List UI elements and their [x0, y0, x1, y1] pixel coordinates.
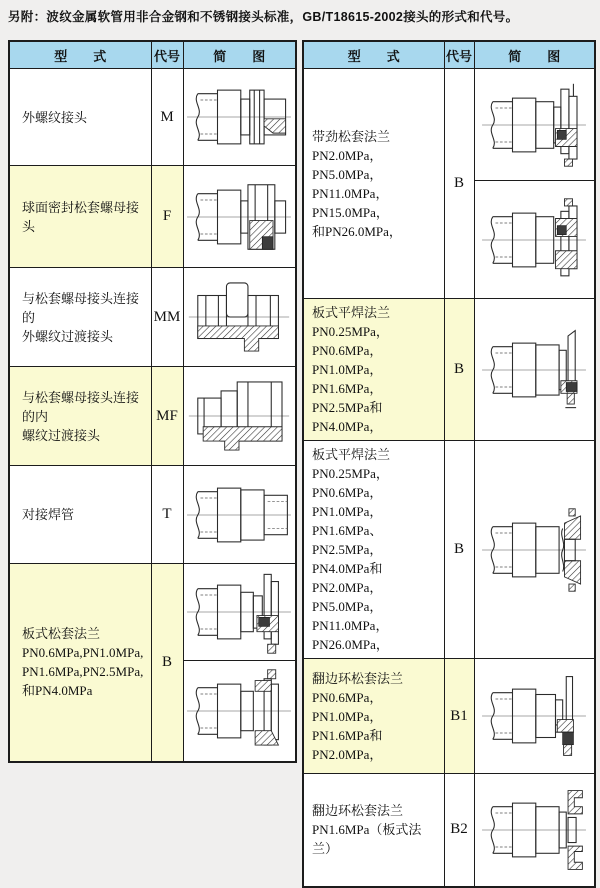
table-row	[9, 166, 296, 268]
diagram-cell	[183, 564, 296, 661]
left-table-body	[9, 69, 296, 762]
code-cell: MM	[151, 268, 183, 367]
joint-type-cell	[303, 441, 444, 659]
male-thread-fitting-diagram	[185, 74, 293, 160]
right-table-body	[303, 69, 595, 887]
type-text-line: 和PN4.0MPa	[22, 683, 93, 699]
type-text-line: PN0.6MPa,PN1.0MPa,	[22, 645, 144, 661]
joint-type-cell	[9, 367, 151, 466]
type-text-line: 带劲松套法兰	[312, 128, 391, 144]
code-cell: B1	[444, 659, 474, 774]
plate-weld-flange-diagram	[480, 327, 588, 413]
type-text-line: PN1.6MPa,PN2.5MPa,	[22, 664, 144, 680]
table-row	[9, 367, 296, 466]
table-row	[303, 441, 595, 659]
page-title: 另附：波纹金属软管用非合金钢和不锈钢接头标准，GB/T18615-2002接头的形式和代号。	[8, 10, 519, 24]
diagram-cell	[474, 299, 595, 441]
diagram-cell	[183, 166, 296, 268]
flared-ring-loose-flange-diagram	[480, 673, 588, 759]
joint-type-cell	[303, 299, 444, 441]
type-text-line: 外螺纹接头	[22, 109, 88, 125]
type-text-line: PN0.6MPa，PN1.0MPa，	[312, 689, 383, 724]
table-row	[303, 774, 595, 887]
diagram-cell	[183, 661, 296, 762]
column-header-type: 型 式	[9, 41, 151, 69]
neck-loose-flange-top-diagram	[480, 82, 588, 168]
code-cell: F	[151, 166, 183, 268]
code-cell: B	[444, 299, 474, 441]
diagram-cell	[183, 367, 296, 466]
type-text-line: PN11.0MPa，PN26.0MPa，	[312, 618, 389, 652]
type-text-line: PN1.6MPa和PN2.0MPa，	[312, 727, 383, 762]
joint-type-cell	[9, 166, 151, 268]
table-row	[9, 466, 296, 564]
joint-type-cell	[9, 69, 151, 166]
type-text-line: 翻边环松套法兰	[312, 803, 404, 819]
type-text-line: 板式平焊法兰	[312, 305, 391, 320]
diagram-cell	[474, 181, 595, 299]
column-header-diagram: 简 图	[474, 41, 595, 69]
sphere-seal-nut-fitting-diagram	[185, 174, 293, 260]
neck-loose-flange-bottom-diagram	[480, 197, 588, 283]
code-cell: MF	[151, 367, 183, 466]
flared-ring-plate-flange-diagram	[480, 787, 588, 873]
joint-type-cell	[303, 69, 444, 299]
type-text-line: 螺纹过渡接头	[22, 427, 101, 443]
type-text-line: 板式平焊法兰	[312, 447, 391, 462]
type-text-line: PN2.0MPa，PN5.0MPa，	[312, 147, 383, 182]
diagram-cell	[183, 268, 296, 367]
type-text-line: 与松套螺母接头连接的内	[22, 389, 140, 424]
joint-type-cell	[9, 564, 151, 762]
code-cell: B	[444, 69, 474, 299]
table-row	[9, 268, 296, 367]
table-row	[9, 564, 296, 661]
column-header-code: 代号	[151, 41, 183, 69]
left-connector-table	[8, 40, 297, 763]
joint-type-cell	[9, 466, 151, 564]
type-text-line: 和PN26.0MPa，	[312, 223, 402, 239]
table-row	[303, 299, 595, 441]
code-cell: T	[151, 466, 183, 564]
code-cell: M	[151, 69, 183, 166]
type-text-line: 与松套螺母接头连接的	[22, 290, 140, 325]
code-cell: B2	[444, 774, 474, 887]
male-male-adapter-diagram	[185, 274, 293, 360]
table-row	[303, 69, 595, 181]
right-connector-table	[302, 40, 596, 888]
diagram-cell	[474, 69, 595, 181]
plate-loose-flange-bottom-diagram	[185, 668, 293, 754]
column-header-type: 型 式	[303, 41, 444, 69]
type-text-line: PN2.5MPa和PN4.0MPa，	[312, 400, 383, 434]
joint-type-cell	[9, 268, 151, 367]
code-cell: B	[444, 441, 474, 659]
type-text-line: 对接焊管	[22, 507, 75, 522]
joint-type-cell	[303, 659, 444, 774]
joint-type-cell	[303, 774, 444, 887]
code-cell: B	[151, 564, 183, 762]
male-female-adapter-diagram	[185, 373, 293, 459]
type-text-line: 翻边环松套法兰	[312, 670, 404, 686]
type-text-line: 板式松套法兰	[22, 626, 101, 642]
type-text-line: PN2.5MPa，PN4.0MPa和	[312, 542, 383, 576]
type-text-line: PN1.6MPa（板式法兰）	[312, 822, 422, 857]
type-text-line: 外螺纹过渡接头	[22, 328, 114, 344]
type-text-line: PN0.25MPa，PN0.6MPa，	[312, 466, 389, 500]
diagram-cell	[474, 659, 595, 774]
diagram-cell	[474, 441, 595, 659]
type-text-line: PN1.0MPa，PN1.6MPa，	[312, 362, 383, 396]
column-header-code: 代号	[444, 41, 474, 69]
diagram-cell	[474, 774, 595, 887]
butt-weld-pipe-diagram	[185, 472, 293, 558]
type-text-line: 球面密封松套螺母接头	[22, 199, 140, 234]
column-header-diagram: 简 图	[183, 41, 296, 69]
plate-loose-flange-top-diagram	[185, 569, 293, 655]
type-text-line: PN0.25MPa，PN0.6MPa，	[312, 324, 389, 358]
type-text-line: PN2.0MPa，PN5.0MPa，	[312, 580, 383, 614]
diagram-cell	[183, 69, 296, 166]
plate-weld-flange-2-diagram	[480, 507, 588, 593]
diagram-cell	[183, 466, 296, 564]
type-text-line: PN11.0MPa，PN15.0MPa，	[312, 185, 389, 220]
type-text-line: PN1.0MPa，PN1.6MPa、	[312, 504, 383, 538]
table-row	[9, 69, 296, 166]
table-row	[303, 659, 595, 774]
